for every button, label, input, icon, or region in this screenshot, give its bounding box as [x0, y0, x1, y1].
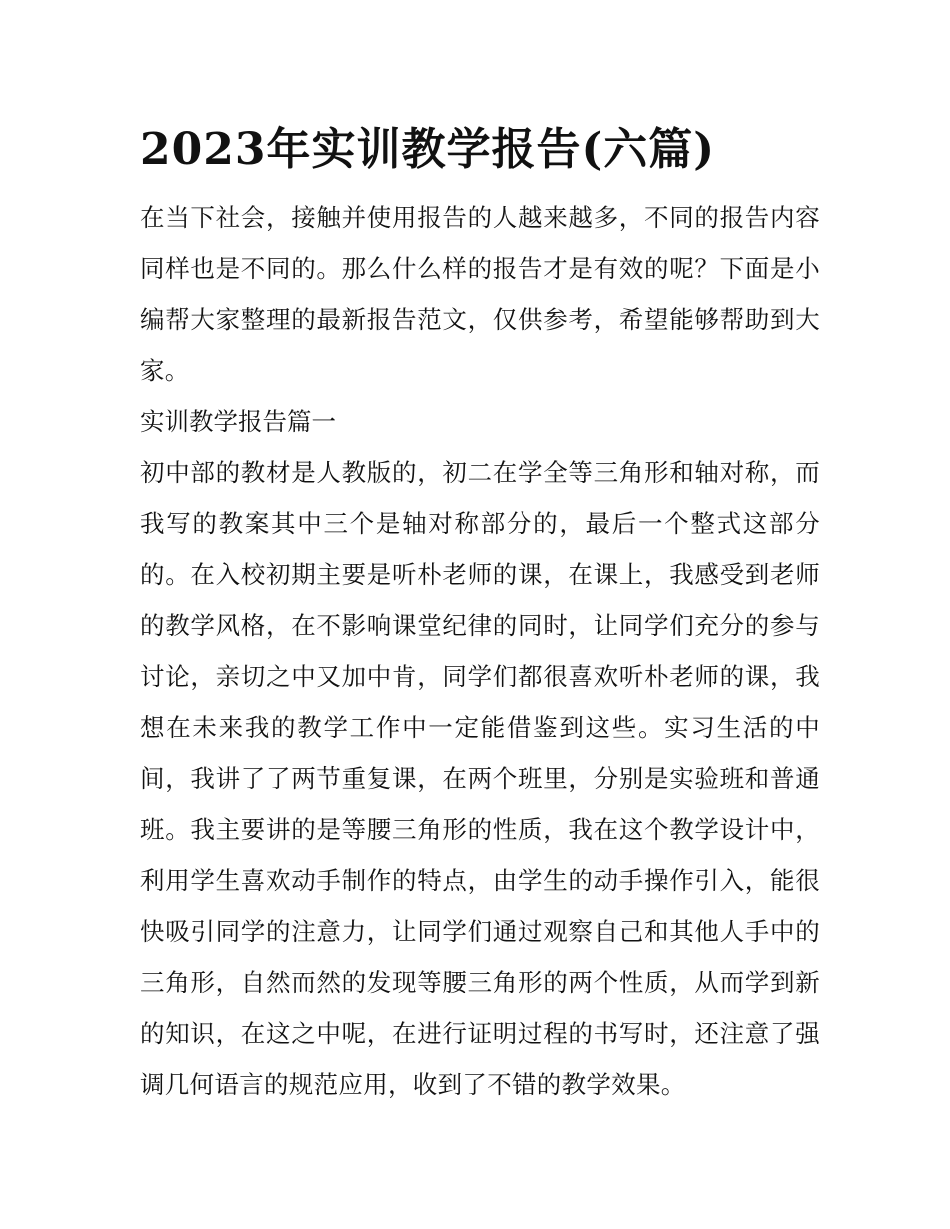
- document-title: 2023年实训教学报告(六篇): [140, 124, 716, 175]
- intro-paragraph: 在当下社会，接触并使用报告的人越来越多，不同的报告内容同样也是不同的。那么什么样的报告才是有效的呢？下面是小编帮大家整理的最新报告范文，仅供参考，希望能够帮助到大家。: [140, 203, 820, 385]
- section-body: 初中部的教材是人教版的，初二在学全等三角形和轴对称，而我写的教案其中三个是轴对称部分的，最后一个整式这部分的。在入校初期主要是听朴老师的课，在课上，我感受到老师的教学风格，在不影响课堂纪律的同时，让同学们充分的参与讨论，亲切之中又加中肯，同学们都很喜欢听朴老师的课，我想在未来我的教学工作中一定能借鉴到这些。实习生活的中间，我讲了了两节重复课，在两个班里，分别是实验班和普通班。我主要讲的是等腰三角形的性质，我在这个教学设计中，利用学生喜欢动手制作的特点，由学生的动手操作引入，能很快吸引同学的注意力，让同学们通过观察自己和其他人手中的三角形，自然而然的发现等腰三角形的两个性质，从而学到新的知识，在这之中呢，在进行证明过程的书写时，还注意了强调几何语言的规范应用，收到了不错的教学效果。: [140, 458, 820, 1099]
- section-heading: 实训教学报告篇一: [140, 407, 336, 436]
- document-content: [140, 118, 820, 1110]
